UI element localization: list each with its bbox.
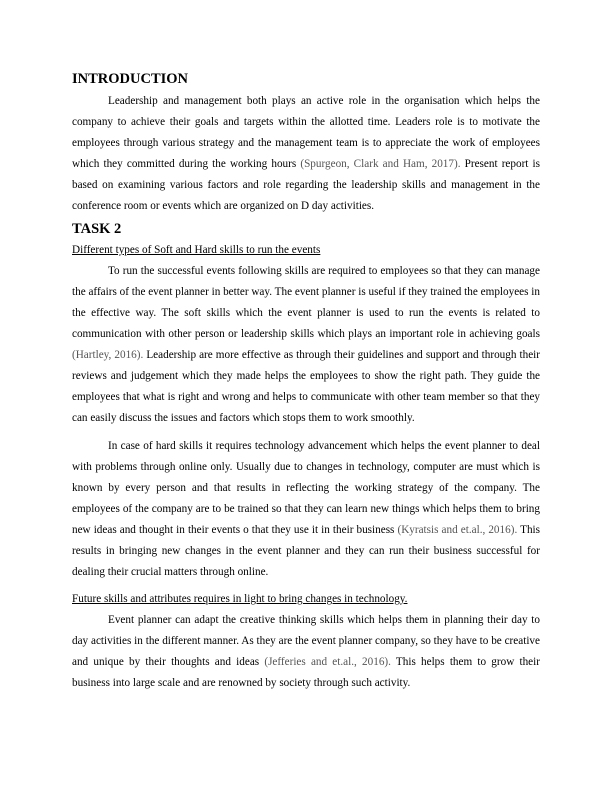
soft-skills-text-a: To run the successful events following skills are required to employees so that they can manage the affairs of the event planner in better way. The event planner is useful if they trained the employees in the effective way. The soft skills which the event planner is used to run the events is related to communication with other person or leadership skills which plays an important role in achieving goals (72, 265, 540, 340)
future-skills-text-b: This helps them to grow their business into large scale and are renowned by society through such activity. (72, 656, 540, 689)
task2-heading: TASK 2 (72, 221, 122, 237)
future-skills-text-a: Event planner can adapt the creative thinking skills which helps them in planning their day to day activities in the different manner. As they are the event planner company, so they have to be creative and unique by their thoughts and ideas (72, 614, 540, 668)
introduction-heading: INTRODUCTION (72, 71, 189, 87)
soft-skills-paragraph (72, 261, 540, 429)
soft-skills-text-b: Leadership are more effective as through their guidelines and support and through their reviews and judgement which they made helps the employees to show the right path. They guide the employees that what is right and wrong and helps to communicate with other team member so that they can easily discuss the issues and factors which stops them to work smoothly. (72, 349, 540, 424)
intro-text-a: Leadership and management both plays an active role in the organisation which helps the company to achieve their goals and targets within the allotted time. Leaders role is to motivate the employees through various strategy and the management team is to appreciate the work of employees which they committed during the working hours (72, 95, 540, 170)
hard-skills-paragraph (72, 436, 540, 583)
citation-kyratsis: (Kyratsis and et.al., 2016). (397, 524, 518, 536)
document-page (72, 70, 540, 694)
subheading-soft-hard-skills: Different types of Soft and Hard skills to run the events (72, 244, 321, 256)
citation-hartley: (Hartley, 2016). (72, 349, 144, 361)
citation-spurgeon: (Spurgeon, Clark and Ham, 2017). (300, 158, 461, 170)
subheading-future-skills: Future skills and attributes requires in light to bring changes in technology. (72, 593, 408, 605)
hard-skills-text-a: In case of hard skills it requires technology advancement which helps the event planner to deal with problems through online only. Usually due to changes in technology, computer are must which is known by every person and that results in reflecting the working strategy of the company. The employees of the company are to be trained so that they can learn new things which helps them to bring new ideas and thought in their events o that they use it in their business (72, 440, 540, 536)
introduction-paragraph (72, 91, 540, 217)
citation-jefferies: (Jefferies and et.al., 2016). (264, 656, 391, 668)
intro-text-b: Present report is based on examining various factors and role regarding the leadership skills and management in the conference room or events which are organized on D day activities. (72, 158, 540, 212)
hard-skills-text-b: This results in bringing new changes in the event planner and they can run their business successful for dealing their crucial matters through online. (72, 524, 540, 578)
future-skills-paragraph (72, 610, 540, 694)
